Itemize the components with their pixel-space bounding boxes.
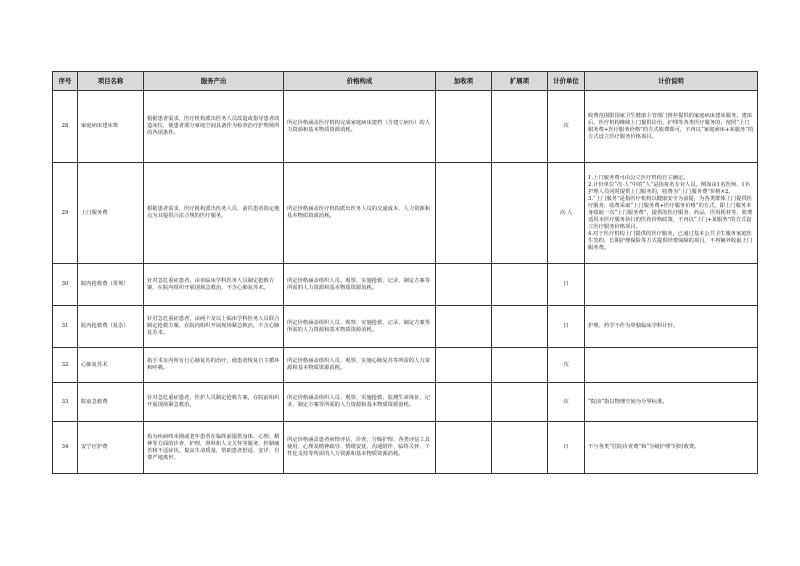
row-pricing-note: 收费范围限国家卫生健康主管部门推荐提供的家庭病床建床服务。建床后，医疗机构继续上门提供诊治、护理等各类医疗服务的，按照“上门服务费+医疗服务价格”的方式收费即可，不再以“家庭病床+某服务”的方式设立医疗服务价格项目。 xyxy=(585,91,758,163)
header-price-composition: 价格构成 xyxy=(284,72,436,91)
row-extension xyxy=(492,306,548,348)
row-number: 32 xyxy=(53,348,78,383)
header-number: 序号 xyxy=(53,72,78,91)
row-surcharge xyxy=(436,348,492,383)
row-surcharge xyxy=(436,383,492,422)
table-row xyxy=(53,163,758,264)
row-extension xyxy=(492,163,548,264)
row-pricing-unit: 日 xyxy=(548,306,585,348)
row-extension xyxy=(492,264,548,306)
price-table xyxy=(52,71,758,474)
row-extension xyxy=(492,348,548,383)
row-pricing-unit: 次 xyxy=(548,383,585,422)
row-pricing-note: “院前”指以物理空间为分界标准。 xyxy=(585,383,758,422)
row-surcharge xyxy=(436,264,492,306)
row-pricing-unit: 次·人 xyxy=(548,163,585,264)
row-surcharge xyxy=(436,163,492,264)
row-service-output: 根据患者需求，医疗机构派出医务人员改造或指导患者改造床位，使患者部分家庭空间具备作为检查治疗护理场所的各项条件。 xyxy=(144,91,284,163)
row-service-output: 针对急危重症患者，由单临床学科医务人员制定抢救方案，在院内组织开展现场急救治，不含心肺复苏术。 xyxy=(144,264,284,306)
row-surcharge xyxy=(436,422,492,474)
row-pricing-unit: 日 xyxy=(548,264,585,306)
row-item-name: 院内抢救费（复杂） xyxy=(78,306,144,348)
header-extension: 扩展项 xyxy=(492,72,548,91)
row-service-output: 根据患者需求，医疗机构派出医务人员，前往患者指定地点为其提供合法合规的医疗服务。 xyxy=(144,163,284,264)
table-row xyxy=(53,306,758,348)
row-number: 29 xyxy=(53,163,78,264)
row-pricing-unit: 次 xyxy=(548,348,585,383)
row-surcharge xyxy=(436,91,492,163)
row-pricing-unit: 次 xyxy=(548,91,585,163)
table-header xyxy=(53,72,758,91)
row-price-composition: 所定价格涵盖组织人员、观察、实施抢救、记录、制定方案等所需的人力资源和基本物质资源消耗。 xyxy=(284,264,436,306)
row-price-composition: 所定价格涵盖组织人员、观察、实施心肺复苏等所需的人力资源和基本物质资源消耗。 xyxy=(284,348,436,383)
row-item-name: 院前急救费 xyxy=(78,383,144,422)
row-pricing-note: 1.上门服务费可由公立医疗机构自主确定。 2.计价单位“次·人”中的“人”是指每名专业人员。例如由1名医师、1名护理人员同时提供上门服务的，收费为“上门服务费”价格×2。 3.“上门服务”是指医疗机构以健康安全为前提，为各类群体上门提供医疗服务，收费采取“上门服务费+医疗服务价格”的方式，即上门服务本身收取一次“上门服务费”，提供的医疗服务、药品、医用耗材等，收费适用本医疗服务执行的医药价格政策，不再以“上门+某服务”的方式设立医疗服务价格项目。 4.对于医疗机构上门提供的医疗服务，已通过基本公共卫生服务家庭医生签约、长期护理保险等方式提供经费保障的项目，不再额外收取上门服务费。 xyxy=(588,174,753,251)
row-number: 33 xyxy=(53,383,78,422)
row-item-name: 上门服务费 xyxy=(78,163,144,264)
row-number: 31 xyxy=(53,306,78,348)
row-price-composition: 所定价格涵盖组织人员、观察、实施抢救、记录、制定方案等所需的人力资源和基本物质资源消耗。 xyxy=(284,306,436,348)
row-service-output: 指为疾病终末期或老年患者在临终前提供身体、心理、精神等方面的诊查、护理，照料和人文关怀等服务，控制痛苦和不适症状，提高生命质量，帮助患者舒适、安详、有尊严地离世。 xyxy=(144,422,284,474)
header-service-output: 服务产出 xyxy=(144,72,284,91)
row-price-composition: 所定价格涵盖患者病情评估、诊查、分级护理、各类评估工具使用、心理及精神疏导、情绪安抚、沟通陪伴、临终关怀、个性化支持等所需的人力资源和基本物质资源消耗。 xyxy=(284,422,436,474)
table-row xyxy=(53,383,758,422)
table-row xyxy=(53,91,758,163)
header-pricing-unit: 计价单位 xyxy=(548,72,585,91)
row-number: 30 xyxy=(53,264,78,306)
row-surcharge xyxy=(436,306,492,348)
row-item-name: 院内抢救费（常规） xyxy=(78,264,144,306)
row-service-output: 针对急危重症患者，医护人员制定抢救方案，在院前组织开展现场紧急救治。 xyxy=(144,383,284,422)
row-pricing-note xyxy=(585,264,758,306)
row-service-output: 指手术室内所有行心肺复苏的治疗，使患者恢复自主循环和呼吸。 xyxy=(144,348,284,383)
row-pricing-note: 不与各类“住院诊查费”和“分级护理”同时收费。 xyxy=(585,422,758,474)
table-row xyxy=(53,348,758,383)
header-pricing-note: 计价说明 xyxy=(585,72,758,91)
row-extension xyxy=(492,422,548,474)
row-price-composition: 所定价格涵盖组织人员、观察、实施抢救、监测生命体征、记录、制定方案等所需的人力资源和基本物质资源消耗。 xyxy=(284,383,436,422)
row-price-composition: 所定价格涵盖医疗机构完成家庭病床建档（含建立病历）的人力资源和基本物质资源消耗。 xyxy=(284,91,436,163)
table-row xyxy=(53,422,758,474)
header-surcharge: 加收项 xyxy=(436,72,492,91)
row-item-name: 心肺复苏术 xyxy=(78,348,144,383)
row-price-composition: 所定价格涵盖医疗机构派出医务人员的交通成本、人力资源和基本物质资源消耗。 xyxy=(284,163,436,264)
row-pricing-note-cell xyxy=(585,163,758,264)
row-extension xyxy=(492,91,548,163)
row-number: 34 xyxy=(53,422,78,474)
table-row xyxy=(53,264,758,306)
row-pricing-note xyxy=(585,348,758,383)
row-number: 28 xyxy=(53,91,78,163)
row-item-name: 家庭病床建床费 xyxy=(78,91,144,163)
row-extension xyxy=(492,383,548,422)
row-pricing-unit: 日 xyxy=(548,422,585,474)
row-pricing-note: 护理、药学不作为单独临床学科计价。 xyxy=(585,306,758,348)
row-item-name: 安宁疗护费 xyxy=(78,422,144,474)
header-item-name: 项目名称 xyxy=(78,72,144,91)
row-service-output: 针对急危重症患者，由两个及以上临床学科医务人员联合制定抢救方案，在院内组织开展现场紧急救治，不含心肺复苏术。 xyxy=(144,306,284,348)
